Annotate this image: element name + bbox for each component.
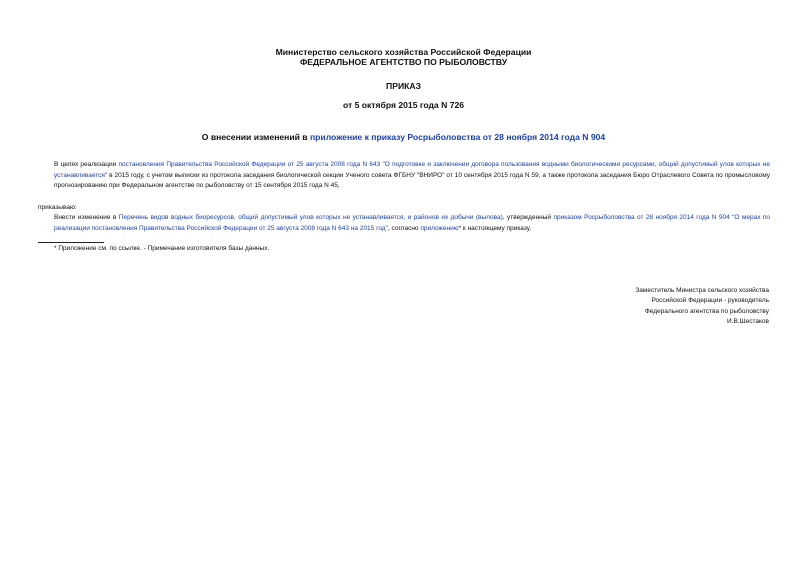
- order-text-4: * к настоящему приказу.: [458, 224, 532, 232]
- signature-line-3: Федерального агентства по рыболовству: [644, 307, 769, 315]
- signature-name: И.В.Шестаков: [727, 317, 769, 325]
- title-link[interactable]: приложение к приказу Росрыболовства от 28 ноября 2014 года N 904: [309, 132, 606, 142]
- order-text-2: , утвержденный: [502, 214, 554, 221]
- footnote-divider: [38, 242, 104, 243]
- order-paragraph: [38, 213, 770, 234]
- document-type: ПРИКАЗ: [386, 81, 421, 91]
- preamble-text-2: в 2015 году, с учетом выписки из протокола заседания биологической секции Ученого совета ФГБНУ "ВНИРО" от 10 сентября 2015 года N 59, а также протокола заседания Бюро Отраслевого Совета по промысловому прогнозированию при Федеральном агентстве по рыболовству от 15 сентября 2015 года N 45,: [54, 171, 770, 189]
- resolution-link[interactable]: постановления Правительства Российской Федерации от 25 августа 2008 года N 643 "О подготовке и заключении договора пользования водными биологическими ресурсами, общий допустимый улов которых не устанавливается": [54, 161, 770, 179]
- order-904-link[interactable]: приказом Росрыболовства от 28 ноября 2014 года N 904 "О мерах по реализации постановления Правительства Российской Федерации от 25 августа 2008 года N 643 на 2015 год": [54, 214, 770, 232]
- ministry-name: Министерство сельского хозяйства Российской Федерации: [275, 47, 532, 57]
- preamble-paragraph: [38, 160, 770, 192]
- signature-line-2: Российской Федерации - руководитель: [651, 297, 769, 305]
- title-prefix: О внесении изменений в: [201, 132, 310, 142]
- order-text-1: Внести изменение в: [54, 214, 119, 221]
- preamble-text-1: В целях реализации: [54, 161, 119, 168]
- species-list-link[interactable]: Перечень видов водных биоресурсов, общий допустимый улов которых не устанавливается, и районов их добычи (вылова): [118, 214, 503, 221]
- document-title: [0, 132, 807, 142]
- order-word: приказываю:: [38, 204, 77, 211]
- document-date-number: от 5 октября 2015 года N 726: [342, 100, 465, 110]
- signature-block: [469, 286, 769, 327]
- footnote: * Приложение см. по ссылке. - Примечание изготовителя базы данных.: [54, 245, 270, 252]
- appendix-link[interactable]: приложению: [420, 224, 459, 232]
- order-text-3: , согласно: [387, 224, 421, 232]
- signature-line-1: Заместитель Министра сельского хозяйства: [635, 287, 769, 294]
- agency-name: ФЕДЕРАЛЬНОЕ АГЕНТСТВО ПО РЫБОЛОВСТВУ: [299, 57, 508, 67]
